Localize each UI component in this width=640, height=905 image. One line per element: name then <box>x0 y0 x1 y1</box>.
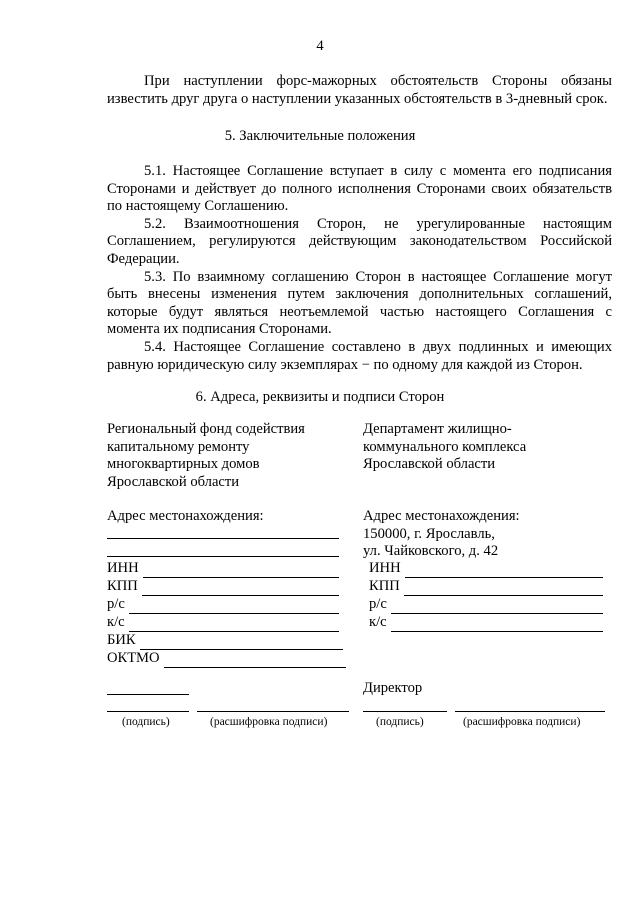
right-ks-field: к/с <box>369 614 603 632</box>
left-name-line: Ярославской области <box>107 473 240 490</box>
left-kpp-field: КПП <box>107 578 339 596</box>
left-ks-field: к/с <box>107 614 339 632</box>
left-name-line: многоквартирных домов <box>107 456 260 473</box>
right-name-line: Департамент жилищно- <box>363 421 512 437</box>
intro-paragraph: При наступлении форс-мажорных обстоятельств Стороны обязаны известить друг друга о наступлении указанных обстоятельств в 3-дневный срок. <box>107 73 612 107</box>
section5-p4: 5.4. Настоящее Соглашение составлено в двух подлинных и имеющих равную юридическую силу экземплярах − по одному для каждой из Сторон. <box>107 338 612 373</box>
right-rs-field: р/с <box>369 596 603 614</box>
right-address-label: Адрес местонахождения: <box>363 508 520 524</box>
right-kpp-field: КПП <box>369 578 603 596</box>
left-rs-field: р/с <box>107 596 339 614</box>
right-address-line1: 150000, г. Ярославль, <box>363 525 495 542</box>
left-name-line: Региональный фонд содействия <box>107 421 305 437</box>
right-party-name <box>363 421 603 474</box>
right-name-line: Ярославской области <box>363 456 496 473</box>
section5-title: 5. Заключительные положения <box>224 128 416 144</box>
right-address-block <box>363 508 603 561</box>
left-caption-decode: (расшифровка подписи) <box>210 716 328 728</box>
intro-block <box>107 73 612 108</box>
right-caption-sign: (подпись) <box>376 716 424 728</box>
right-name-line: коммунального комплекса <box>363 438 527 455</box>
right-signature-line <box>363 711 447 712</box>
section5-body <box>107 163 612 374</box>
left-address-line-2 <box>107 556 339 557</box>
section6-title: 6. Адреса, реквизиты и подписи Сторон <box>195 389 445 405</box>
right-address-line2: ул. Чайковского, д. 42 <box>363 543 499 560</box>
right-decode-line <box>455 711 605 712</box>
left-address-label: Адрес местонахождения: <box>107 508 264 524</box>
left-position-line <box>107 694 189 695</box>
left-decode-line <box>197 711 349 712</box>
right-caption-decode: (расшифровка подписи) <box>463 716 581 728</box>
section5-p1: 5.1. Настоящее Соглашение вступает в силу с момента его подписания Сторонами и действует до полного исполнения Сторонами своих обязательств по настоящему Соглашению. <box>107 163 612 215</box>
left-signature-line <box>107 711 189 712</box>
left-address-line-1 <box>107 538 339 539</box>
section5-p3: 5.3. По взаимному соглашению Сторон в настоящее Соглашение могут быть внесены изменения путем заключения дополнительных соглашений, которые будут являться неотъемлемой частью настоящего Соглашения с момента их подписания Сторонами. <box>107 268 612 338</box>
left-party-name <box>107 421 347 491</box>
right-inn-field: ИНН <box>369 560 603 578</box>
left-bik-field: БИК <box>107 632 343 650</box>
left-inn-field: ИНН <box>107 560 339 578</box>
right-position: Директор <box>363 680 423 696</box>
section5-p2: 5.2. Взаимоотношения Сторон, не урегулированные настоящим Соглашением, регулируются действующим законодательством Российской Федерации. <box>107 215 612 267</box>
left-caption-sign: (подпись) <box>122 716 170 728</box>
left-oktmo-field: ОКТМО <box>107 650 346 668</box>
page-number: 4 <box>316 38 324 54</box>
left-name-line: капитальному ремонту <box>107 438 250 455</box>
